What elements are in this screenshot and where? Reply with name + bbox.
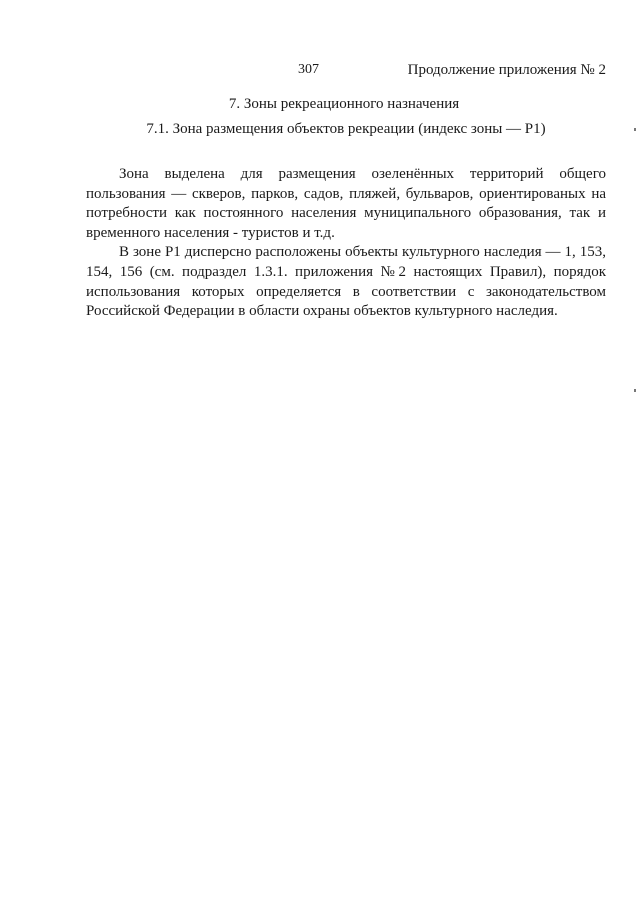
scan-mark <box>634 128 636 131</box>
section-title: 7. Зоны рекреационного назначения <box>228 96 460 112</box>
paragraph-heritage-objects: В зоне Р1 дисперсно расположены объекты культурного наследия — 1, 153, 154, 156 (см. подраздел 1.3.1. приложения №2 настоящих Правил), порядок использования которых определяется в соответствии с законодательством Российской Федерации в области охраны объектов культурного наследия. <box>86 244 606 320</box>
scan-mark <box>634 389 636 392</box>
page-number: 307 <box>298 62 319 77</box>
paragraph-zone-description: Зона выделена для размещения озеленённых территорий общего пользования — скверов, парков, садов, пляжей, бульваров, ориентированых на потребности как постоянного населения муниципального образования, так и временного населения - туристов и т.д. <box>86 166 606 241</box>
subsection-title: 7.1. Зона размещения объектов рекреации (индекс зоны — Р1) <box>146 121 546 137</box>
body-text <box>86 165 606 322</box>
running-header: Продолжение приложения № 2 <box>407 62 606 78</box>
